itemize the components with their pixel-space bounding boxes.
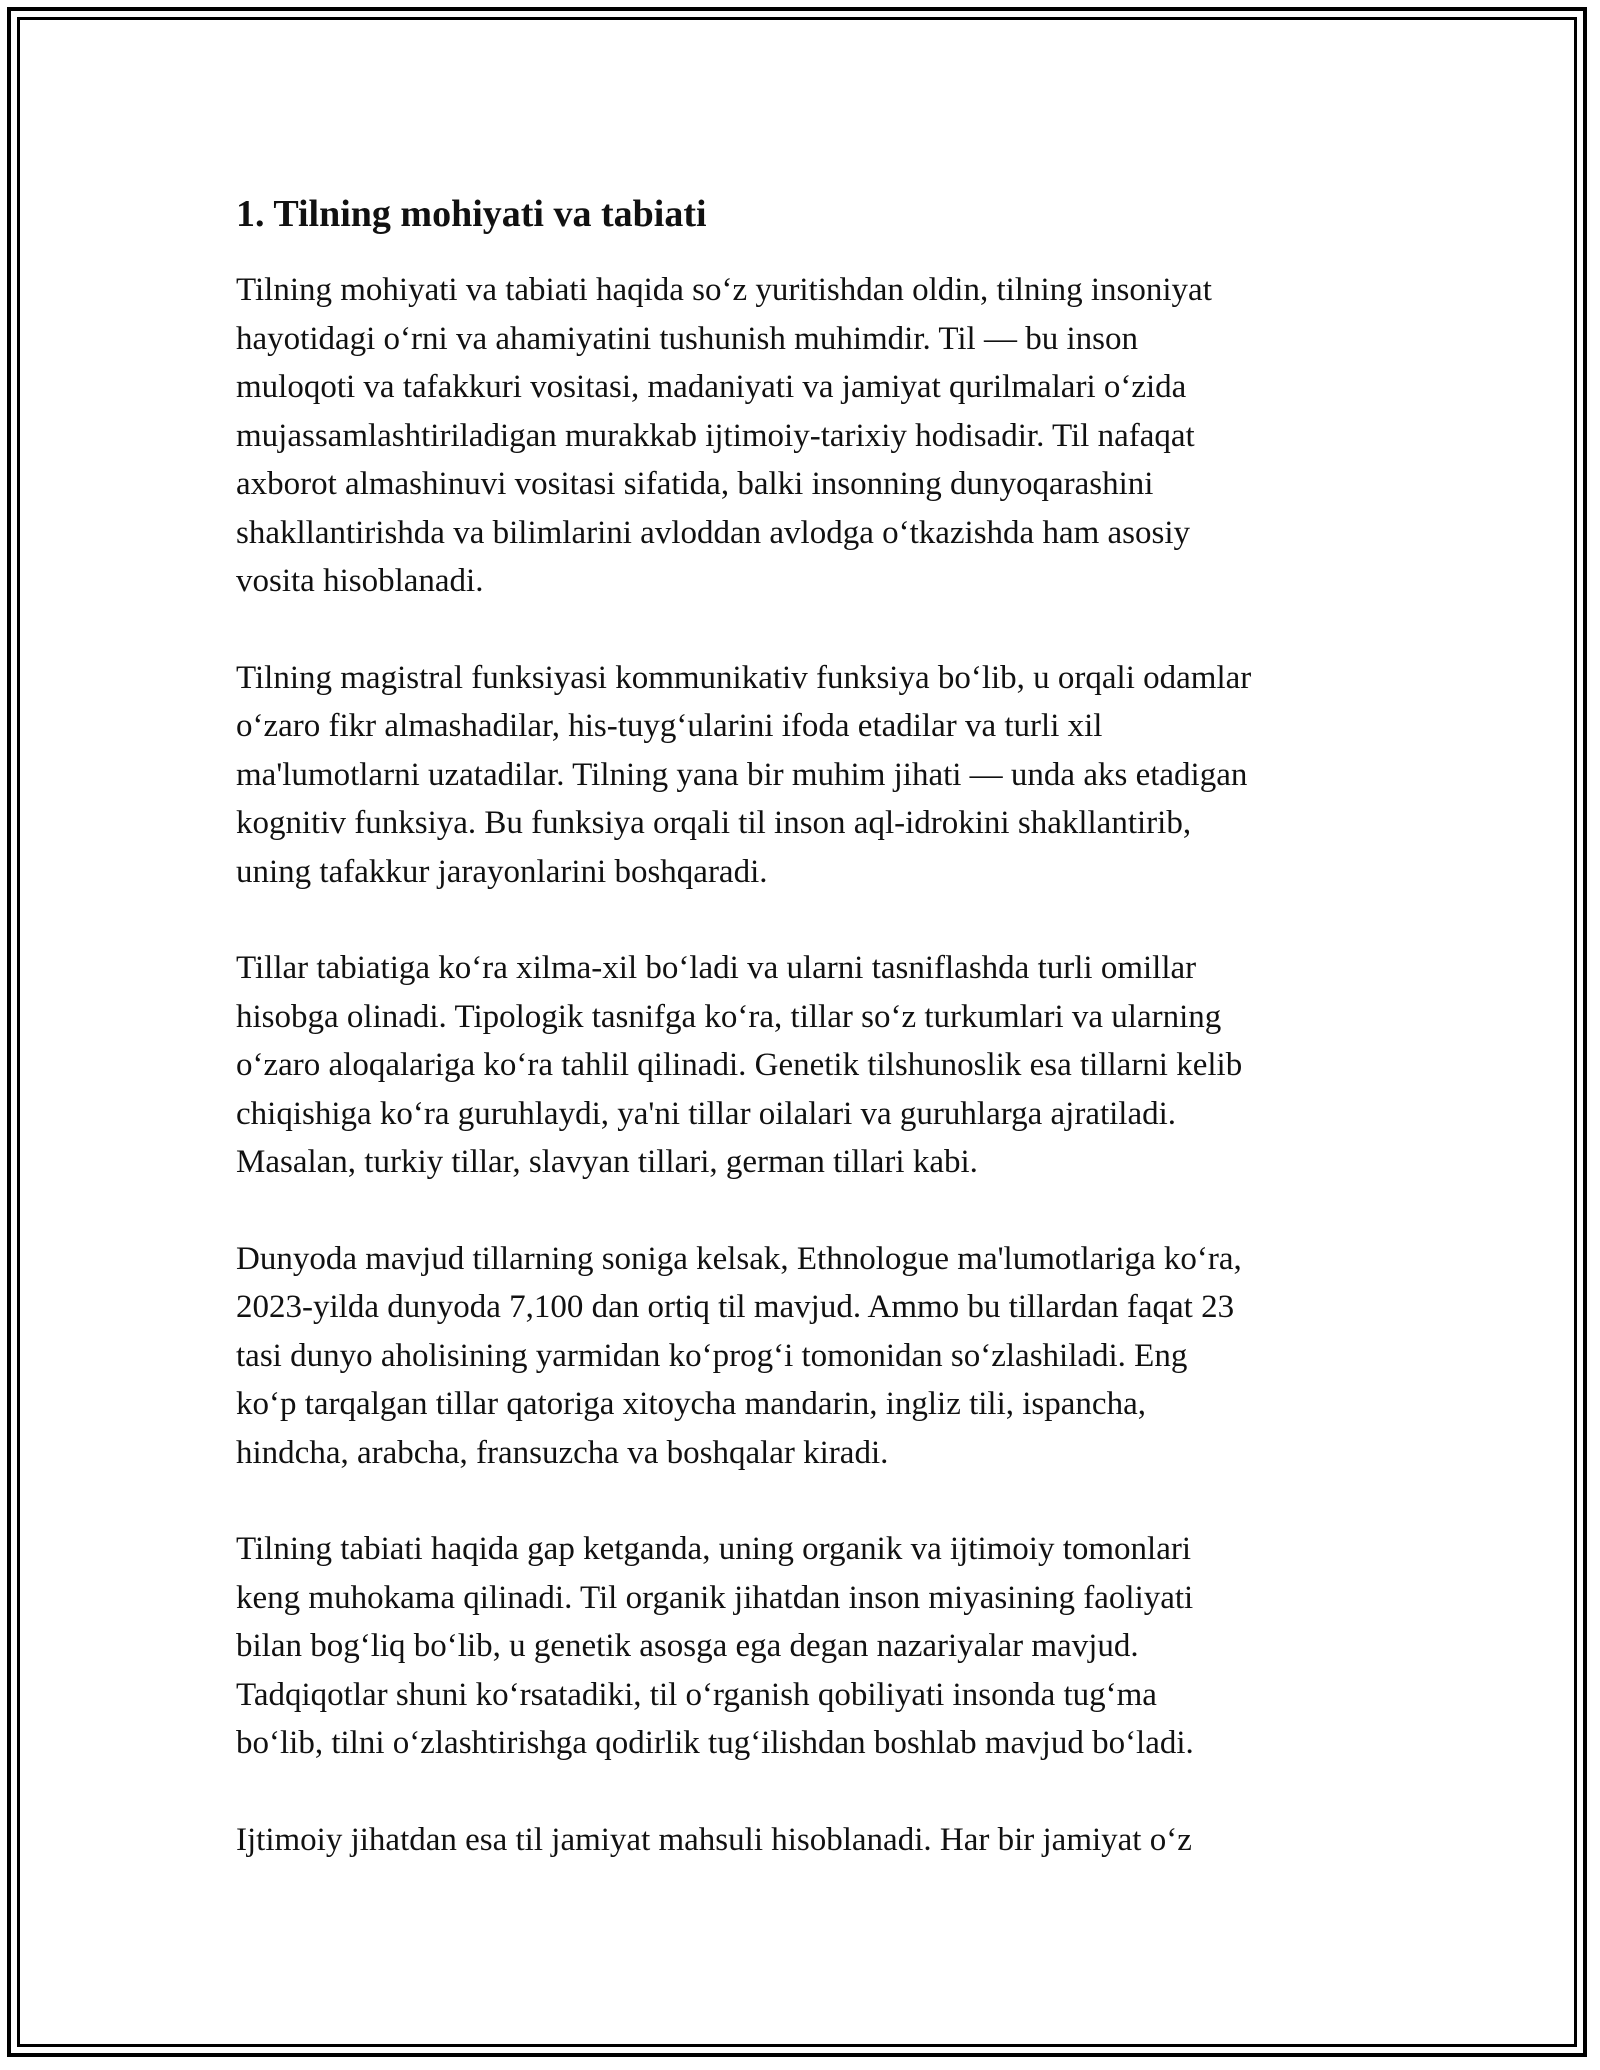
paragraph-line: vosita hisoblanadi. xyxy=(236,563,484,599)
paragraph-line: o‘zaro aloqalariga ko‘ra tahlil qilinadi. Genetik tilshunoslik esa tillarni kelib xyxy=(236,1047,1243,1083)
paragraph-line: bo‘lib, tilni o‘zlashtirishga qodirlik tug‘ilishdan boshlab mavjud bo‘ladi. xyxy=(236,1725,1194,1761)
body-paragraph xyxy=(236,654,1386,897)
paragraph-line: Tilning magistral funksiyasi kommunikativ funksiya bo‘lib, u orqali odamlar xyxy=(236,659,1252,696)
paragraph-line: ma'lumotlarni uzatadilar. Tilning yana bir muhim jihati — unda aks etadigan xyxy=(236,756,1248,793)
paragraph-line: 2023-yilda dunyoda 7,100 dan ortiq til mavjud. Ammo bu tillardan faqat 23 xyxy=(236,1289,1235,1325)
paragraph-line: muloqoti va tafakkuri vositasi, madaniyati va jamiyat qurilmalari o‘zida xyxy=(236,369,1187,405)
paragraph-line: axborot almashinuvi vositasi sifatida, balki insonning dunyoqarashini xyxy=(236,466,1154,502)
paragraph-line: chiqishiga ko‘ra guruhlaydi, ya'ni tillar oilalari va guruhlarga ajratiladi. xyxy=(236,1095,1177,1132)
paragraph-line: Tadqiqotlar shuni ko‘rsatadiki, til o‘rganish qobiliyati insonda tug‘ma xyxy=(236,1676,1157,1713)
paragraph-line: keng muhokama qilinadi. Til organik jihatdan inson miyasining faoliyati xyxy=(236,1579,1194,1616)
paragraph-line: Dunyoda mavjud tillarning soniga kelsak, Ethnologue ma'lumotlariga ko‘ra, xyxy=(236,1240,1242,1277)
paragraph-line: Tilning tabiati haqida gap ketganda, uning organik va ijtimoiy tomonlari xyxy=(236,1531,1192,1567)
paragraph-line: mujassamlashtiriladigan murakkab ijtimoiy-tarixiy hodisadir. Til nafaqat xyxy=(236,417,1195,454)
body-paragraph xyxy=(236,1525,1386,1768)
paragraph-line: kognitiv funksiya. Bu funksiya orqali til inson aql-idrokini shakllantirib, xyxy=(236,805,1192,841)
body-paragraph xyxy=(236,1816,1386,1865)
paragraph-line: shakllantirishda va bilimlarini avloddan avlodga o‘tkazishda ham asosiy xyxy=(236,514,1191,551)
paragraph-line: Tillar tabiatiga ko‘ra xilma-xil bo‘ladi va ularni tasniflashda turli omillar xyxy=(236,950,1197,986)
paragraph-line: hindcha, arabcha, fransuzcha va boshqalar kiradi. xyxy=(236,1434,889,1471)
paragraph-line: ko‘p tarqalgan tillar qatoriga xitoycha mandarin, ingliz tili, ispancha, xyxy=(236,1386,1146,1422)
paragraph-line: bilan bog‘liq bo‘lib, u genetik asosga ega degan nazariyalar mavjud. xyxy=(236,1628,1139,1664)
paragraph-list xyxy=(236,266,1386,1864)
section-title: 1. Tilning mohiyati va tabiati xyxy=(236,193,707,235)
paragraph-line: Ijtimoiy jihatdan esa til jamiyat mahsuli hisoblanadi. Har bir jamiyat o‘z xyxy=(236,1821,1192,1858)
paragraph-line: o‘zaro fikr almashadilar, his-tuyg‘ularini ifoda etadilar va turli xil xyxy=(236,708,1103,744)
document-body xyxy=(236,186,1386,1912)
paragraph-line: uning tafakkur jarayonlarini boshqaradi. xyxy=(236,853,768,890)
paragraph-line: tasi dunyo aholisining yarmidan ko‘prog‘i tomonidan so‘zlashiladi. Eng xyxy=(236,1337,1188,1374)
body-paragraph xyxy=(236,1235,1386,1478)
paragraph-line: Tilning mohiyati va tabiati haqida so‘z yuritishdan oldin, tilning insoniyat xyxy=(236,272,1212,308)
paragraph-line: Masalan, turkiy tillar, slavyan tillari, german tillari kabi. xyxy=(236,1144,978,1180)
paragraph-line: hayotidagi o‘rni va ahamiyatini tushunish muhimdir. Til — bu inson xyxy=(236,320,1138,357)
paragraph-line: hisobga olinadi. Tipologik tasnifga ko‘ra, tillar so‘z turkumlari va ularning xyxy=(236,998,1222,1035)
body-paragraph xyxy=(236,266,1386,606)
body-paragraph xyxy=(236,944,1386,1187)
